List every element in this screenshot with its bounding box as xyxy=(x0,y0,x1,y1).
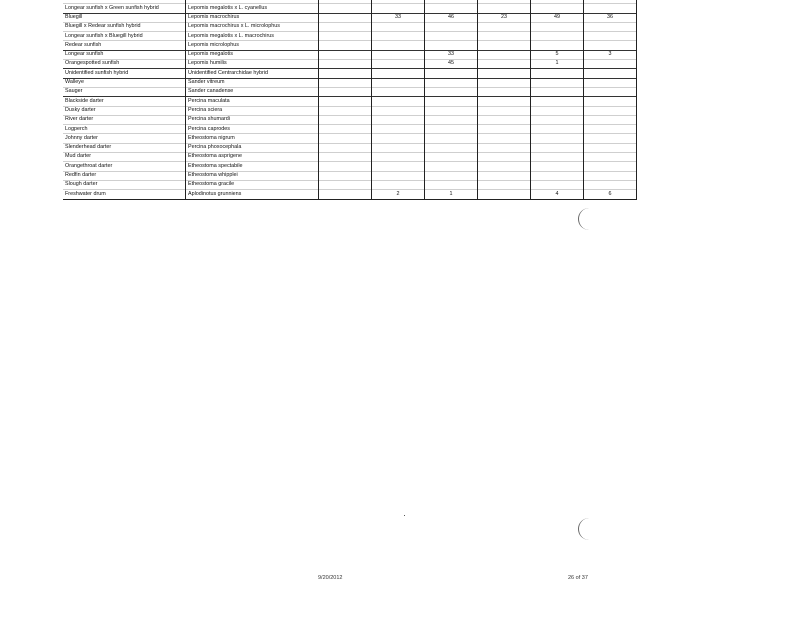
count-cell xyxy=(478,143,531,152)
count-cell xyxy=(319,115,372,124)
count-cell: 49 xyxy=(531,13,584,22)
count-cell xyxy=(319,87,372,96)
table-row xyxy=(63,153,637,162)
count-cell: 3 xyxy=(584,50,637,59)
count-cell xyxy=(319,22,372,31)
count-cell xyxy=(478,125,531,134)
scientific-name-cell: Sander vitreum xyxy=(186,78,319,87)
table-row xyxy=(63,162,637,171)
scientific-name-cell: Etheostoma whipplei xyxy=(186,171,319,180)
count-cell xyxy=(425,115,478,124)
count-cell xyxy=(319,143,372,152)
count-cell xyxy=(319,180,372,189)
common-name-cell: Blackside darter xyxy=(63,97,186,106)
count-cell xyxy=(531,4,584,13)
count-cell xyxy=(478,60,531,69)
count-cell xyxy=(319,134,372,143)
common-name-cell: Bluegill x Redear sunfish hybrid xyxy=(63,22,186,31)
count-cell xyxy=(584,106,637,115)
count-cell xyxy=(425,69,478,78)
scientific-name-cell: Sander canadense xyxy=(186,87,319,96)
count-cell xyxy=(478,22,531,31)
count-cell xyxy=(425,32,478,41)
count-cell xyxy=(478,97,531,106)
count-cell xyxy=(584,134,637,143)
footer-page-number: 26 of 37 xyxy=(568,575,588,581)
table-row xyxy=(63,22,637,31)
count-cell xyxy=(531,153,584,162)
common-name-cell: Longear sunfish x Bluegill hybrid xyxy=(63,32,186,41)
binding-hole-mark-lower xyxy=(578,518,593,540)
count-cell: 5 xyxy=(531,50,584,59)
scientific-name-cell: Lepomis megalotis xyxy=(186,50,319,59)
common-name-cell: Longear sunfish xyxy=(63,50,186,59)
count-cell: 46 xyxy=(425,13,478,22)
common-name-cell: Dusky darter xyxy=(63,106,186,115)
count-cell: 33 xyxy=(425,50,478,59)
table-row xyxy=(63,125,637,134)
common-name-cell: River darter xyxy=(63,115,186,124)
count-cell: 1 xyxy=(531,60,584,69)
count-cell xyxy=(531,78,584,87)
table-row xyxy=(63,115,637,124)
count-cell xyxy=(372,134,425,143)
binding-hole-mark-upper xyxy=(578,208,593,230)
table-row xyxy=(63,60,637,69)
count-cell xyxy=(319,162,372,171)
count-cell xyxy=(319,69,372,78)
count-cell xyxy=(425,78,478,87)
scientific-name-cell: Lepomis macrochirus xyxy=(186,13,319,22)
count-cell xyxy=(319,171,372,180)
species-count-table xyxy=(63,0,637,200)
count-cell xyxy=(319,78,372,87)
scientific-name-cell: Percina caprodes xyxy=(186,125,319,134)
count-cell xyxy=(319,153,372,162)
scientific-name-cell: Etheostoma nigrum xyxy=(186,134,319,143)
count-cell xyxy=(584,22,637,31)
scientific-name-cell: Percina maculata xyxy=(186,97,319,106)
count-cell xyxy=(372,41,425,50)
count-cell xyxy=(425,87,478,96)
common-name-cell: Walleye xyxy=(63,78,186,87)
common-name-cell: Unidentified sunfish hybrid xyxy=(63,69,186,78)
table-row xyxy=(63,69,637,78)
count-cell xyxy=(478,41,531,50)
count-cell xyxy=(478,87,531,96)
common-name-cell: Mud darter xyxy=(63,153,186,162)
count-cell xyxy=(531,69,584,78)
count-cell xyxy=(584,153,637,162)
common-name-cell: Slough darter xyxy=(63,180,186,189)
count-cell xyxy=(584,69,637,78)
count-cell xyxy=(372,115,425,124)
count-cell xyxy=(425,4,478,13)
count-cell xyxy=(319,50,372,59)
count-cell xyxy=(478,69,531,78)
count-cell xyxy=(531,125,584,134)
count-cell xyxy=(425,171,478,180)
count-cell xyxy=(319,41,372,50)
count-cell xyxy=(372,4,425,13)
count-cell xyxy=(531,162,584,171)
count-cell xyxy=(531,22,584,31)
count-cell: 36 xyxy=(584,13,637,22)
count-cell xyxy=(478,78,531,87)
count-cell xyxy=(372,180,425,189)
count-cell xyxy=(478,32,531,41)
common-name-cell: Sauger xyxy=(63,87,186,96)
count-cell: 1 xyxy=(425,190,478,199)
table-row xyxy=(63,41,637,50)
count-cell xyxy=(531,41,584,50)
common-name-cell: Bluegill xyxy=(63,13,186,22)
count-cell xyxy=(372,22,425,31)
common-name-cell: Freshwater drum xyxy=(63,190,186,199)
count-cell xyxy=(372,143,425,152)
count-cell xyxy=(478,115,531,124)
count-cell xyxy=(319,125,372,134)
scientific-name-cell: Lepomis megalotis x L. macrochirus xyxy=(186,32,319,41)
count-cell xyxy=(531,97,584,106)
count-cell xyxy=(478,190,531,199)
count-cell xyxy=(425,106,478,115)
count-cell xyxy=(372,78,425,87)
count-cell xyxy=(531,87,584,96)
count-cell xyxy=(372,153,425,162)
scientific-name-cell: Etheostoma asprigene xyxy=(186,153,319,162)
table-row xyxy=(63,87,637,96)
count-cell xyxy=(319,106,372,115)
count-cell xyxy=(584,78,637,87)
count-cell xyxy=(372,162,425,171)
table-row xyxy=(63,50,637,59)
count-cell xyxy=(372,32,425,41)
count-cell xyxy=(584,125,637,134)
footer-date: 9/20/2012 xyxy=(318,575,343,581)
count-cell xyxy=(531,106,584,115)
common-name-cell: Redfin darter xyxy=(63,171,186,180)
count-cell xyxy=(372,69,425,78)
count-cell xyxy=(478,153,531,162)
count-cell: 6 xyxy=(584,190,637,199)
count-cell xyxy=(478,106,531,115)
table-row xyxy=(63,171,637,180)
count-cell xyxy=(319,190,372,199)
scan-speck xyxy=(404,515,405,516)
count-cell xyxy=(425,125,478,134)
scientific-name-cell: Lepomis microlophus xyxy=(186,41,319,50)
count-cell: 45 xyxy=(425,60,478,69)
scientific-name-cell: Etheostoma spectabile xyxy=(186,162,319,171)
count-cell xyxy=(478,50,531,59)
count-cell xyxy=(584,60,637,69)
count-cell xyxy=(584,171,637,180)
species-table-container xyxy=(63,0,613,200)
count-cell xyxy=(478,134,531,143)
table-row xyxy=(63,143,637,152)
count-cell xyxy=(425,134,478,143)
count-cell xyxy=(584,41,637,50)
count-cell xyxy=(584,4,637,13)
scientific-name-cell: Percina shumardi xyxy=(186,115,319,124)
count-cell xyxy=(319,60,372,69)
count-cell: 33 xyxy=(372,13,425,22)
count-cell xyxy=(425,97,478,106)
count-cell xyxy=(425,143,478,152)
table-row xyxy=(63,180,637,189)
table-row xyxy=(63,190,637,199)
scientific-name-cell: Etheostoma gracile xyxy=(186,180,319,189)
table-row xyxy=(63,78,637,87)
scientific-name-cell: Percina sciera xyxy=(186,106,319,115)
count-cell xyxy=(425,162,478,171)
count-cell xyxy=(584,180,637,189)
count-cell xyxy=(478,4,531,13)
count-cell xyxy=(372,87,425,96)
count-cell xyxy=(531,180,584,189)
count-cell xyxy=(372,125,425,134)
count-cell xyxy=(372,106,425,115)
count-cell: 23 xyxy=(478,13,531,22)
scientific-name-cell: Lepomis megalotis x L. cyanellus xyxy=(186,4,319,13)
count-cell xyxy=(584,162,637,171)
count-cell xyxy=(478,180,531,189)
scientific-name-cell: Percina phoxocephala xyxy=(186,143,319,152)
count-cell xyxy=(531,134,584,143)
count-cell xyxy=(584,32,637,41)
count-cell xyxy=(478,162,531,171)
count-cell: 4 xyxy=(531,190,584,199)
common-name-cell: Orangethroat darter xyxy=(63,162,186,171)
count-cell xyxy=(584,97,637,106)
table-row xyxy=(63,134,637,143)
table-row xyxy=(63,32,637,41)
count-cell xyxy=(425,41,478,50)
scientific-name-cell: Aplodinotus grunniens xyxy=(186,190,319,199)
common-name-cell: Slenderhead darter xyxy=(63,143,186,152)
count-cell xyxy=(478,171,531,180)
count-cell xyxy=(584,87,637,96)
table-row xyxy=(63,13,637,22)
scientific-name-cell: Lepomis humilis xyxy=(186,60,319,69)
common-name-cell: Logperch xyxy=(63,125,186,134)
table-row xyxy=(63,4,637,13)
count-cell xyxy=(425,22,478,31)
scientific-name-cell: Unidentified Centrarchidae hybrid xyxy=(186,69,319,78)
common-name-cell: Orangespotted sunfish xyxy=(63,60,186,69)
common-name-cell: Johnny darter xyxy=(63,134,186,143)
count-cell: 2 xyxy=(372,190,425,199)
count-cell xyxy=(531,115,584,124)
table-row xyxy=(63,97,637,106)
count-cell xyxy=(372,171,425,180)
count-cell xyxy=(425,153,478,162)
table-row xyxy=(63,106,637,115)
count-cell xyxy=(372,97,425,106)
common-name-cell: Longear sunfish x Green sunfish hybrid xyxy=(63,4,186,13)
count-cell xyxy=(319,32,372,41)
count-cell xyxy=(372,60,425,69)
count-cell xyxy=(319,13,372,22)
count-cell xyxy=(531,143,584,152)
count-cell xyxy=(584,143,637,152)
count-cell xyxy=(319,97,372,106)
scientific-name-cell: Lepomis macrochirus x L. microlophus xyxy=(186,22,319,31)
species-table-body xyxy=(63,0,637,199)
common-name-cell: Redear sunfish xyxy=(63,41,186,50)
count-cell xyxy=(531,171,584,180)
count-cell xyxy=(531,32,584,41)
count-cell xyxy=(584,115,637,124)
count-cell xyxy=(425,180,478,189)
count-cell xyxy=(372,50,425,59)
count-cell xyxy=(319,4,372,13)
